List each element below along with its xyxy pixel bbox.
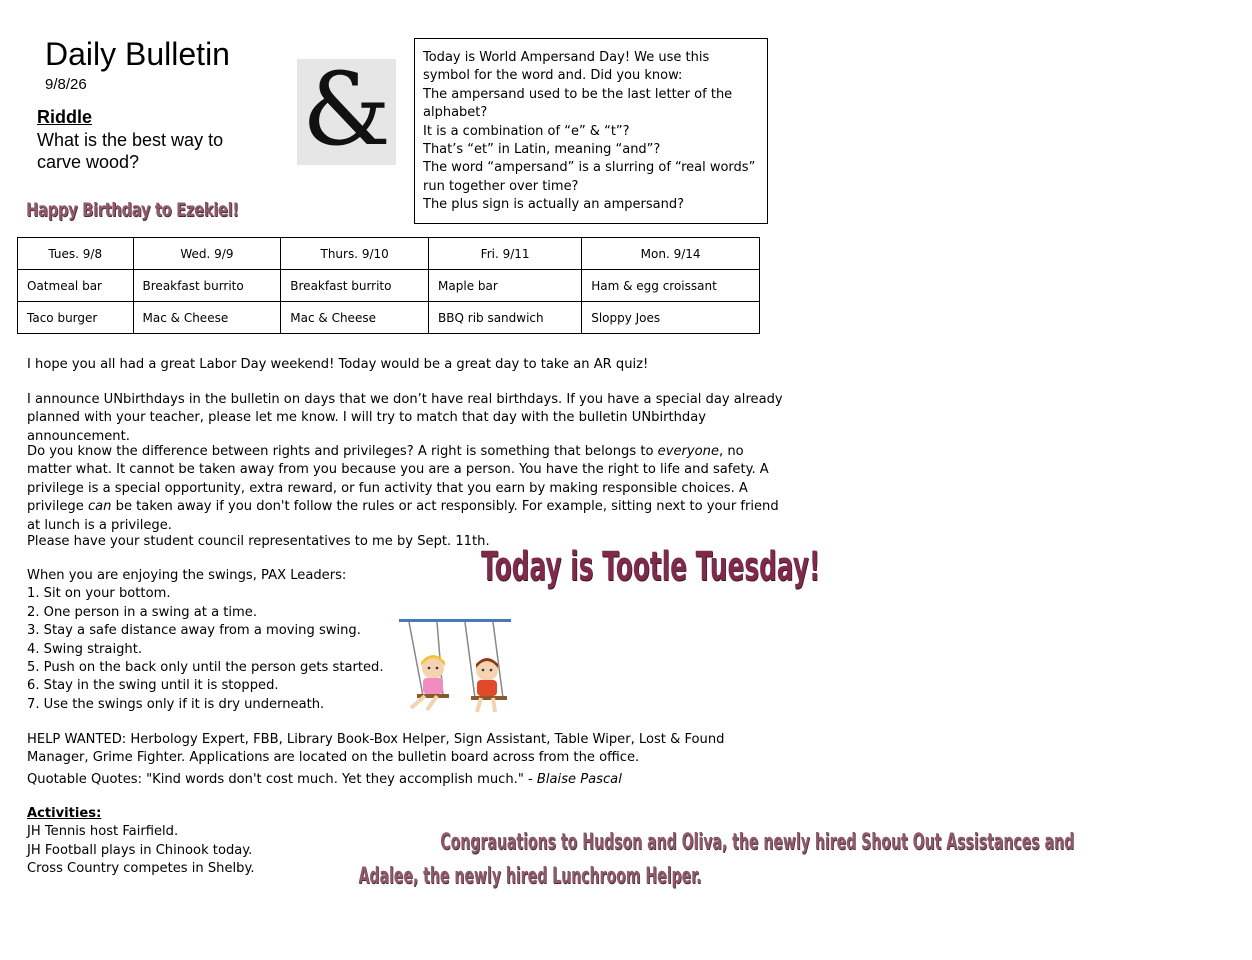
list-item: JH Tennis host Fairfield. [27,824,179,839]
swing-rules [27,567,407,714]
quotable-quote [27,771,787,789]
lunch-cell: Sloppy Joes [582,302,760,334]
breakfast-cell: Breakfast burrito [133,270,281,302]
list-item: JH Football plays in Chinook today. [27,843,253,858]
menu-day-header: Thurs. 9/10 [281,238,429,270]
list-item: 4. Swing straight. [27,641,142,657]
fact-line: The ampersand used to be the last letter of the alphabet? [423,86,733,121]
labor-day-paragraph: I hope you all had a great Labor Day weekend! Today would be a great day to take an AR quiz! [27,357,649,372]
table-row [18,302,760,334]
kids-on-swings-image [397,618,513,718]
ampersand-image [297,51,396,168]
menu-day-header: Wed. 9/9 [133,238,281,270]
menu-day-header: Fri. 9/11 [429,238,582,270]
fact-line: The word “ampersand” is a slurring of “real words” run together over time? [423,160,756,194]
tootle-tuesday-wordart: Today is Tootle Tuesday! [481,544,821,590]
help-wanted-paragraph: HELP WANTED: Herbology Expert, FBB, Library Book-Box Helper, Sign Assistant, Table Wiper, Lost & Found Manager, Grime Fighter. Applications are located on the bulletin board across from the office. [27,732,725,766]
rights-text: , no matter what. It cannot be taken away from you because you are a person. You have the right to life and safety. A privilege is a special opportunity, extra reward, or fun activity that you earn by making responsible choices. A privilege [27,444,769,515]
list-item: 3. Stay a safe distance away from a moving swing. [27,623,361,639]
bulletin-date: 9/8/26 [45,76,87,93]
rights-emphasis: can [87,499,112,515]
table-row [18,270,760,302]
breakfast-cell: Oatmeal bar [18,270,134,302]
lunch-cell: BBQ rib sandwich [429,302,582,334]
breakfast-cell: Maple bar [429,270,582,302]
lunch-cell: Mac & Cheese [281,302,429,334]
list-item: 2. One person in a swing at a time. [27,604,257,620]
menu-day-header: Mon. 9/14 [582,238,760,270]
quote-author: Blaise Pascal [536,772,622,787]
menu-day-header: Tues. 9/8 [18,238,134,270]
fact-line: The plus sign is actually an ampersand? [423,197,685,213]
fact-line: Today is World Ampersand Day! We use this symbol for the word and. Did you know: [423,50,710,84]
lunch-cell: Mac & Cheese [133,302,281,334]
list-item: Cross Country competes in Shelby. [27,861,255,876]
congrats-line: Congrauations to Hudson and Oliva, the newly hired Shout Out Assistances and [440,830,1075,855]
breakfast-cell: Breakfast burrito [281,270,429,302]
lunch-menu-table [17,237,760,334]
lunch-cell: Taco burger [18,302,134,334]
rights-text: Do you know the difference between rights and privileges? A right is something that belongs to [27,444,658,459]
rights-text: be taken away if you don't follow the rules or act responsibly. For example, sitting next to your friend at lunch is a privilege. [27,499,779,533]
riddle-question: What is the best way to carve wood? [37,130,224,172]
list-item: 6. Stay in the swing until it is stopped. [27,678,279,694]
congrats-line: Adalee, the newly hired Lunchroom Helper. [358,864,702,889]
breakfast-cell: Ham & egg croissant [582,270,760,302]
bulletin-title: Daily Bulletin [45,36,230,72]
birthday-wordart: Happy Birthday to Ezekiel! [26,199,239,221]
student-council-paragraph: Please have your student council representatives to me by Sept. 11th. [27,534,490,549]
list-item: 1. Sit on your bottom. [27,586,171,602]
fact-line: It is a combination of “e” & “t”? [423,123,630,139]
list-item: 7. Use the swings only if it is dry underneath. [27,696,325,712]
activities-heading: Activities: [27,806,102,821]
quote-text: Quotable Quotes: "Kind words don't cost much. Yet they accomplish much." - [27,772,537,787]
ampersand-fact-box [414,38,768,224]
list-item: 5. Push on the back only until the person gets started. [27,660,384,676]
ampersand-symbol: & [301,51,391,168]
riddle-heading: Riddle [37,107,93,127]
congratulations-wordart [262,826,1075,894]
swing-illustration [397,618,513,718]
unbirthday-paragraph: I announce UNbirthdays in the bulletin on days that we don’t have real birthdays. If you have a special day already planned with your teacher, please let me know. I will try to match that day with the bulletin UNbirthday announcement. [27,392,783,444]
swing-intro: When you are enjoying the swings, PAX Leaders: [27,568,347,583]
rights-privileges-paragraph [27,443,787,535]
table-row [18,238,760,270]
fact-line: That’s “et” in Latin, meaning “and”? [423,142,661,158]
rights-emphasis: everyone [657,444,720,459]
